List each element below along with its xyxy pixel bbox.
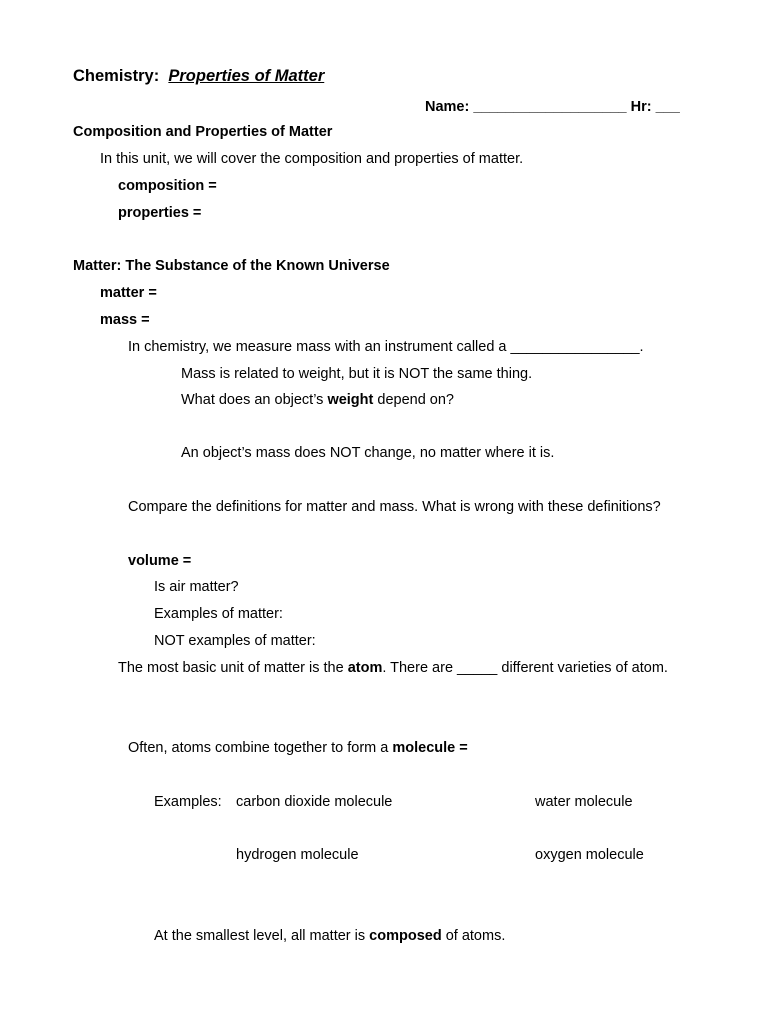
compare-question: Compare the definitions for matter and mass. What is wrong with these definitions?	[128, 499, 661, 515]
weight-question	[181, 393, 454, 408]
weight-keyword: weight	[327, 392, 374, 408]
properties-term: properties =	[118, 205, 202, 221]
examples-of-matter: Examples of matter:	[154, 606, 283, 622]
topic-title: Properties of Matter	[168, 67, 325, 85]
volume-term: volume =	[128, 553, 192, 569]
section-heading-composition: Composition and Properties of Matter	[73, 124, 333, 140]
atom-keyword: atom	[347, 660, 383, 676]
composed-keyword: composed	[369, 928, 442, 944]
air-question: Is air matter?	[154, 579, 239, 595]
page-title	[73, 68, 324, 85]
atom-statement-pre: The most basic unit of matter is the	[118, 660, 348, 676]
weight-question-post: depend on?	[373, 392, 454, 408]
section-heading-matter: Matter: The Substance of the Known Universe	[73, 258, 390, 274]
example-water: water molecule	[535, 794, 633, 810]
molecule-term: molecule =	[392, 740, 468, 756]
subject-label: Chemistry:	[73, 67, 160, 85]
intro-text: In this unit, we will cover the composition and properties of matter.	[100, 151, 524, 167]
examples-label: Examples:	[154, 794, 222, 810]
weight-question-pre: What does an object’s	[181, 392, 328, 408]
final-statement-pre: At the smallest level, all matter is	[154, 928, 370, 944]
atom-statement	[118, 661, 668, 676]
example-carbon-dioxide: carbon dioxide molecule	[236, 794, 393, 810]
final-statement-post: of atoms.	[441, 928, 506, 944]
molecule-statement	[128, 741, 468, 756]
example-oxygen: oxygen molecule	[535, 847, 644, 863]
weight-note: Mass is related to weight, but it is NOT the same thing.	[181, 366, 533, 382]
not-examples-of-matter: NOT examples of matter:	[154, 633, 316, 649]
composition-term: composition =	[118, 178, 217, 194]
matter-term: matter =	[100, 285, 157, 301]
atom-statement-post: . There are _____ different varieties of atom.	[382, 660, 668, 676]
final-statement	[154, 929, 505, 944]
example-hydrogen: hydrogen molecule	[236, 847, 359, 863]
mass-measure-text: In chemistry, we measure mass with an instrument called a ________________.	[128, 339, 644, 355]
molecule-statement-pre: Often, atoms combine together to form a	[128, 740, 393, 756]
mass-term: mass =	[100, 312, 150, 328]
name-hour-field: Name: ___________________ Hr: ___	[425, 99, 680, 115]
mass-note: An object’s mass does NOT change, no matter where it is.	[181, 445, 555, 461]
